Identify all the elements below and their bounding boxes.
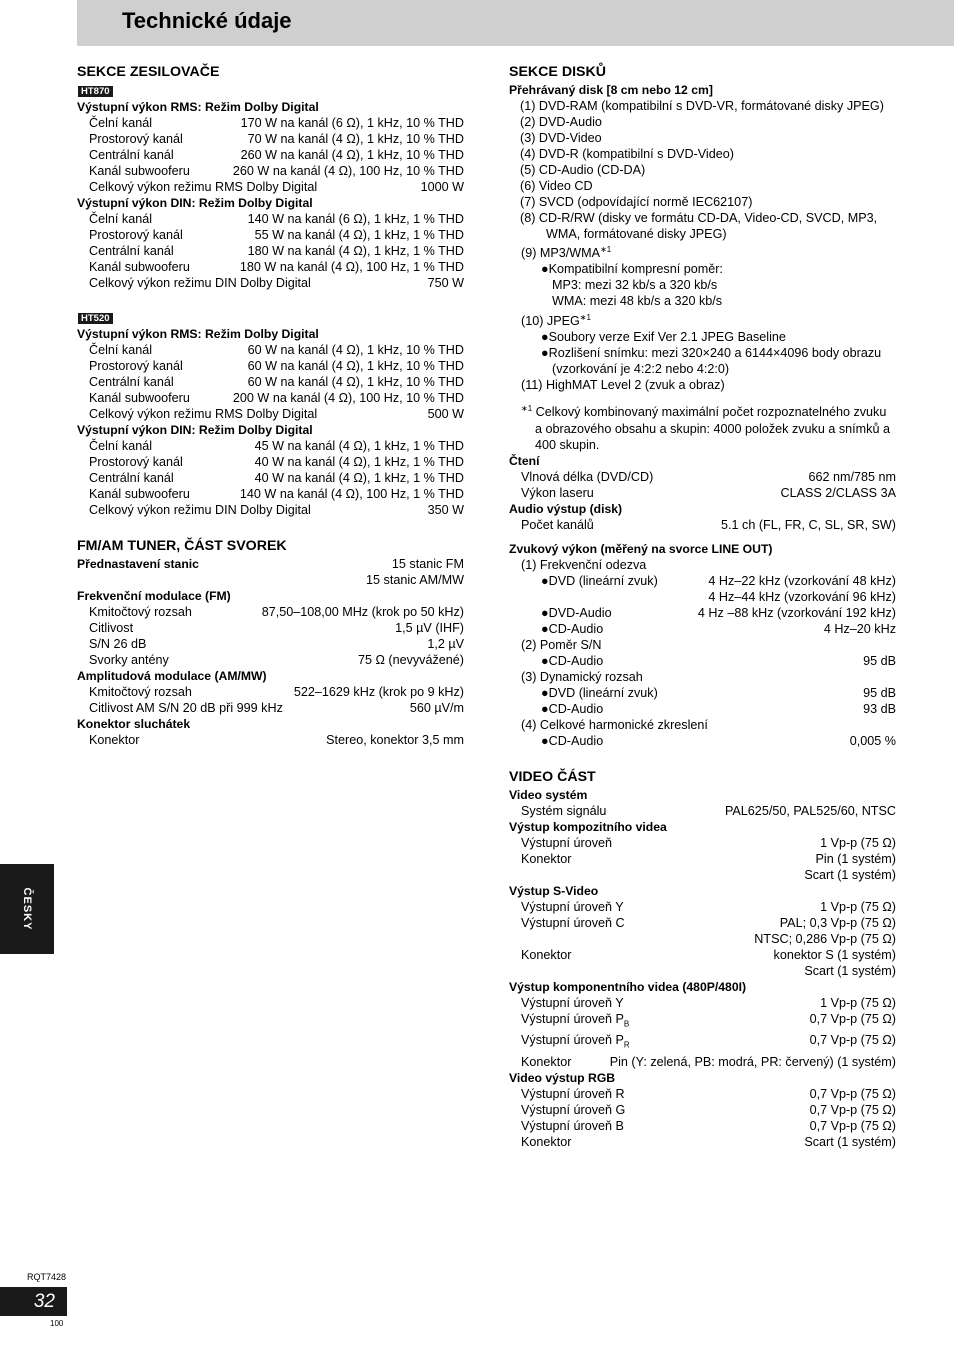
spec-row: Čelní kanál 140 W na kanál (6 Ω), 1 kHz, 1 % THD xyxy=(89,212,464,226)
disc-item: (1) DVD-RAM (kompatibilní s DVD-VR, formátované disky JPEG) xyxy=(520,99,884,113)
spec-row: Vlnová délka (DVD/CD) 662 nm/785 nm xyxy=(521,469,896,484)
svideo-title: Výstup S-Video xyxy=(509,883,599,898)
title-bar xyxy=(77,0,954,46)
freq-title: (1) Frekvenční odezva xyxy=(521,557,647,572)
spec-row: Scart (1 systém) xyxy=(804,963,896,978)
spec-row: Výstupní úroveň G 0,7 Vp-p (75 Ω) xyxy=(521,1102,896,1117)
spec-row: Centrální kanál 40 W na kanál (4 Ω), 1 kHz, 1 % THD xyxy=(89,471,464,485)
page-number-box xyxy=(0,1287,67,1316)
mp3-line: ●Kompatibilní kompresní poměr: xyxy=(541,262,723,277)
spec-row: Výstupní úroveň Y 1 Vp-p (75 Ω) xyxy=(521,899,896,914)
disc-item: (6) Video CD xyxy=(520,179,593,193)
right-column xyxy=(509,62,896,1150)
spec-row: Centrální kanál 60 W na kanál (4 Ω), 1 kHz, 10 % THD xyxy=(89,375,464,389)
spec-row: Scart (1 systém) xyxy=(804,867,896,882)
fm-title: Frekvenční modulace (FM) xyxy=(77,589,231,603)
spec-row: Konektor Pin (Y: zelená, PB: modrá, PR: červený) (1 systém) xyxy=(521,1054,896,1069)
ht520-rms-title: Výstupní výkon RMS: Režim Dolby Digital xyxy=(77,327,319,341)
spec-row: Kmitočtový rozsah 522–1629 kHz (krok po 9 kHz) xyxy=(89,685,464,699)
ht870-din-list xyxy=(77,211,464,291)
spec-row: Citlivost 1,5 µV (IHF) xyxy=(89,621,464,635)
spec-row: Kanál subwooferu 200 W na kanál (4 Ω), 100 Hz, 10 % THD xyxy=(89,391,464,405)
spec-row: Prostorový kanál 60 W na kanál (4 Ω), 1 kHz, 10 % THD xyxy=(89,359,464,373)
ht520-rms-list xyxy=(77,342,464,422)
spec-row: Kanál subwooferu 260 W na kanál (4 Ω), 100 Hz, 10 % THD xyxy=(89,164,464,178)
jpeg-line: ●Rozlišení snímku: mezi 320×240 a 6144×4096 body obrazu (vzorkování je 4:2:2 nebo 4:2:0) xyxy=(541,346,882,377)
spec-row: ●CD-Audio 95 dB xyxy=(541,653,896,668)
spec-row: Výstupní úroveň C PAL; 0,3 Vp-p (75 Ω) xyxy=(521,915,896,930)
highmat-item: (11) HighMAT Level 2 (zvuk a obraz) xyxy=(521,378,725,393)
spec-row: Centrální kanál 260 W na kanál (4 Ω), 1 kHz, 10 % THD xyxy=(89,148,464,162)
spec-row: Výstupní úroveň 1 Vp-p (75 Ω) xyxy=(521,835,896,850)
spec-row: Svorky antény 75 Ω (nevyvážené) xyxy=(89,653,464,667)
spec-row: Prostorový kanál 70 W na kanál (4 Ω), 1 kHz, 10 % THD xyxy=(89,132,464,146)
dyn-title: (3) Dynamický rozsah xyxy=(521,669,643,684)
sound-title: Zvukový výkon (měřený na svorce LINE OUT) xyxy=(509,541,773,556)
spec-row: ●CD-Audio 93 dB xyxy=(541,701,896,716)
document-code: RQT7428 xyxy=(27,1272,67,1282)
spec-row: Čelní kanál 60 W na kanál (4 Ω), 1 kHz, 10 % THD xyxy=(89,343,464,357)
jpeg-line: ●Soubory verze Exif Ver 2.1 JPEG Baseline xyxy=(541,330,786,345)
spec-row: Konektor Stereo, konektor 3,5 mm xyxy=(89,733,464,747)
spec-row: Celkový výkon režimu RMS Dolby Digital 1000 W xyxy=(89,180,464,194)
spec-row: S/N 26 dB 1,2 µV xyxy=(89,637,464,651)
thd-title: (4) Celkové harmonické zkreslení xyxy=(521,717,708,732)
spec-row: Celkový výkon režimu DIN Dolby Digital 350 W xyxy=(89,503,464,517)
mp3-title: (9) $MP3/WMA^{∗1}$ xyxy=(521,245,612,261)
disc-item: (4) DVD-R (kompatibilní s DVD-Video) xyxy=(520,147,734,161)
ht520-din-list xyxy=(77,438,464,518)
language-tab-label: ČESKY xyxy=(21,887,33,931)
spec-row: Výkon laseru CLASS 2/CLASS 3A xyxy=(521,485,896,500)
language-tab xyxy=(0,864,54,954)
ht520-din-title: Výstupní výkon DIN: Režim Dolby Digital xyxy=(77,423,313,437)
spec-row: Systém signálu PAL625/50, PAL525/60, NTSC xyxy=(521,803,896,818)
preset-row-2: 15 stanic AM/MW xyxy=(366,573,464,587)
spec-row: Kanál subwooferu 180 W na kanál (4 Ω), 100 Hz, 1 % THD xyxy=(89,260,464,274)
video-heading: VIDEO ČÁST xyxy=(509,768,596,785)
spec-row: Konektor Pin (1 systém) xyxy=(521,851,896,866)
spec-row: ●DVD-Audio 4 Hz –88 kHz (vzorkování 192 kHz) xyxy=(541,605,896,620)
spec-row: Prostorový kanál 40 W na kanál (4 Ω), 1 kHz, 1 % THD xyxy=(89,455,464,469)
page-number: 32 xyxy=(33,1291,55,1312)
played-disc-title: Přehrávaný disk [8 cm nebo 12 cm] xyxy=(509,83,713,97)
left-column xyxy=(77,62,464,748)
spec-row: Výstupní úroveň Y 1 Vp-p (75 Ω) xyxy=(521,995,896,1010)
spec-row: Výstupní úroveň B 0,7 Vp-p (75 Ω) xyxy=(521,1118,896,1133)
spec-row: Celkový výkon režimu RMS Dolby Digital 500 W xyxy=(89,407,464,421)
tuner-heading: FM/AM TUNER, ČÁST SVOREK xyxy=(77,538,287,554)
spec-row: Prostorový kanál 55 W na kanál (4 Ω), 1 kHz, 1 % THD xyxy=(89,228,464,242)
spec-row: ●CD-Audio 0,005 % xyxy=(541,733,896,748)
spec-row: Počet kanálů 5.1 ch (FL, FR, C, SL, SR, SW) xyxy=(521,517,896,532)
spec-row: Konektor Scart (1 systém) xyxy=(521,1134,896,1149)
spec-row: Čelní kanál 45 W na kanál (4 Ω), 1 kHz, 1 % THD xyxy=(89,439,464,453)
spec-row: ●DVD (lineární zvuk) 95 dB xyxy=(541,685,896,700)
mp3-line: MP3: mezi 32 kb/s a 320 kb/s xyxy=(552,278,718,293)
spec-row: Výstupní úroveň $P_B$ 0,7 Vp-p (75 Ω) xyxy=(521,1011,896,1029)
spec-row: NTSC; 0,286 Vp-p (75 Ω) xyxy=(754,931,896,946)
audio-out-title: Audio výstup (disk) xyxy=(509,501,623,516)
video-system-title: Video systém xyxy=(509,787,588,802)
ht870-rms-list xyxy=(77,115,464,195)
spec-row: Citlivost AM S/N 20 dB při 999 kHz 560 µV/m xyxy=(89,701,464,715)
component-title: Výstup komponentního videa (480P/480I) xyxy=(509,979,747,994)
disc-item: (3) DVD-Video xyxy=(520,131,602,145)
disc-item: (2) DVD-Audio xyxy=(520,115,602,129)
jpeg-title: (10) $JPEG^{∗1}$ xyxy=(521,313,591,329)
mp3-line: WMA: mezi 48 kb/s a 320 kb/s xyxy=(552,294,723,309)
spec-row: 4 Hz–44 kHz (vzorkování 96 kHz) xyxy=(708,589,896,604)
spec-row: Konektor konektor S (1 systém) xyxy=(521,947,896,962)
page-small-number: 100 xyxy=(50,1319,64,1328)
rgb-title: Video výstup RGB xyxy=(509,1070,616,1085)
read-title: Čtení xyxy=(509,453,540,468)
spec-row: Centrální kanál 180 W na kanál (4 Ω), 1 kHz, 1 % THD xyxy=(89,244,464,258)
ht870-din-title: Výstupní výkon DIN: Režim Dolby Digital xyxy=(77,196,313,210)
headphone-title: Konektor sluchátek xyxy=(77,717,191,731)
preset-row: Přednastavení stanic 15 stanic FM xyxy=(77,557,464,571)
spec-row: Čelní kanál 170 W na kanál (6 Ω), 1 kHz, 10 % THD xyxy=(89,116,464,130)
ht520-badge: HT520 xyxy=(78,313,113,324)
composite-title: Výstup kompozitního videa xyxy=(509,819,667,834)
spec-row: ●CD-Audio 4 Hz–20 kHz xyxy=(541,621,896,636)
ht870-rms-title: Výstupní výkon RMS: Režim Dolby Digital xyxy=(77,100,319,114)
spec-row: Celkový výkon režimu DIN Dolby Digital 750 W xyxy=(89,276,464,290)
disc-heading: SEKCE DISKŮ xyxy=(509,64,606,80)
spec-row: Kmitočtový rozsah 87,50–108,00 MHz (krok po 50 kHz) xyxy=(89,605,464,619)
disc-item: (8) CD-R/RW (disky ve formátu CD-DA, Video-CD, SVCD, MP3, WMA, formátované disky JPEG) xyxy=(520,211,878,241)
spec-row: Kanál subwooferu 140 W na kanál (4 Ω), 100 Hz, 1 % THD xyxy=(89,487,464,501)
page-title: Technické údaje xyxy=(122,8,292,33)
ht870-badge: HT870 xyxy=(78,86,113,97)
footnote: $^{∗1}$ Celkový kombinovaný maximální počet rozpoznatelného zvuku a obrazového obsahu a skupin: 4000 položek zvuku a snímků a 400 skupin. xyxy=(521,404,890,452)
sn-title: (2) Poměr S/N xyxy=(521,637,602,652)
am-title: Amplitudová modulace (AM/MW) xyxy=(77,669,267,683)
disc-item: (7) SVCD (odpovídající normě IEC62107) xyxy=(520,195,753,209)
disc-item: (5) CD-Audio (CD-DA) xyxy=(520,163,646,177)
spec-row: Výstupní úroveň R 0,7 Vp-p (75 Ω) xyxy=(521,1086,896,1101)
spec-row: Výstupní úroveň $P_R$ 0,7 Vp-p (75 Ω) xyxy=(521,1033,896,1050)
amp-heading: SEKCE ZESILOVAČE xyxy=(77,64,220,80)
spec-row: ●DVD (lineární zvuk) 4 Hz–22 kHz (vzorkování 48 kHz) xyxy=(541,573,896,588)
